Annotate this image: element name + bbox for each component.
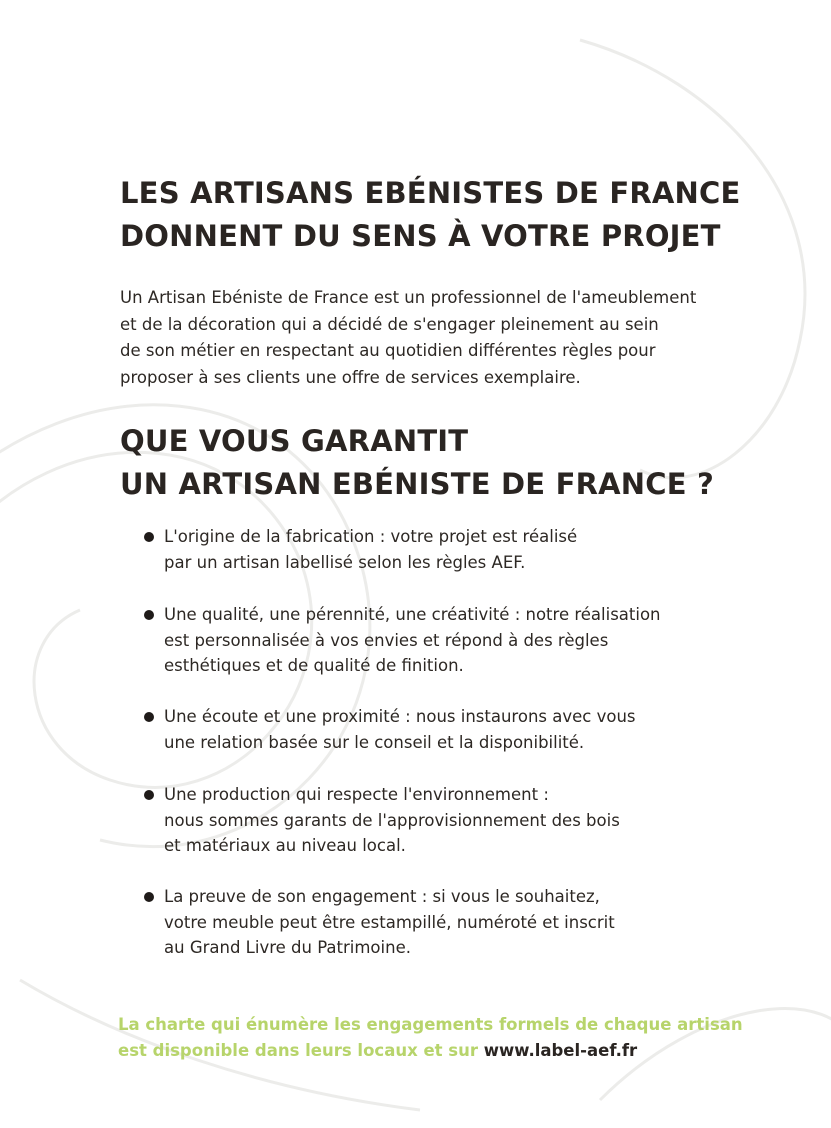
- guarantee-item: [144, 884, 764, 961]
- guarantee-item: [144, 704, 764, 755]
- title-line: LES ARTISANS EBÉNISTES DE FRANCE: [120, 176, 741, 210]
- guarantee-item: [144, 602, 764, 679]
- guarantee-line: Une écoute et une proximité : nous instaurons avec vous: [164, 707, 636, 726]
- guarantee-line: votre meuble peut être estampillé, numéroté et inscrit: [164, 912, 615, 932]
- section-heading-line: UN ARTISAN EBÉNISTE DE FRANCE ?: [120, 467, 715, 501]
- guarantee-line: La preuve de son engagement : si vous le souhaitez,: [164, 887, 600, 906]
- charter-footer: [118, 1012, 778, 1064]
- title-line: DONNENT DU SENS À VOTRE PROJET: [120, 219, 721, 253]
- section-heading-line: QUE VOUS GARANTIT: [120, 424, 469, 458]
- bullet-icon: [144, 790, 154, 800]
- section-heading: [120, 420, 780, 506]
- guarantee-line: Une production qui respecte l'environnement :: [164, 785, 549, 804]
- bullet-icon: [144, 712, 154, 722]
- guarantee-line: une relation basée sur le conseil et la disponibilité.: [164, 732, 585, 752]
- guarantee-line: est personnalisée à vos envies et répond à des règles: [164, 630, 609, 650]
- guarantee-line: nous sommes garants de l'approvisionnement des bois: [164, 810, 620, 830]
- guarantee-item: [144, 782, 764, 859]
- guarantee-line: esthétiques et de qualité de finition.: [164, 656, 464, 675]
- intro-line: Un Artisan Ebéniste de France est un professionnel de l'ameublement: [120, 288, 697, 307]
- footer-line: est disponible dans leurs locaux et sur: [118, 1041, 479, 1060]
- bullet-icon: [144, 610, 154, 620]
- footer-line: La charte qui énumère les engagements formels de chaque artisan: [118, 1015, 743, 1034]
- website-link[interactable]: www.label-aef.fr: [483, 1041, 638, 1060]
- guarantee-line: au Grand Livre du Patrimoine.: [164, 938, 411, 957]
- bullet-icon: [144, 892, 154, 902]
- intro-line: proposer à ses clients une offre de services exemplaire.: [120, 367, 581, 387]
- guarantee-line: L'origine de la fabrication : votre projet est réalisé: [164, 527, 578, 546]
- intro-line: et de la décoration qui a décidé de s'engager pleinement au sein: [120, 314, 659, 334]
- guarantee-line: et matériaux au niveau local.: [164, 836, 406, 855]
- guarantee-line: Une qualité, une pérennité, une créativité : notre réalisation: [164, 605, 661, 624]
- document-body: [120, 172, 760, 957]
- intro-paragraph: [120, 285, 760, 391]
- page-title: [120, 172, 780, 258]
- bullet-icon: [144, 532, 154, 542]
- guarantee-item: [144, 524, 764, 575]
- guarantee-line: par un artisan labellisé selon les règles AEF.: [164, 552, 526, 572]
- intro-line: de son métier en respectant au quotidien différentes règles pour: [120, 341, 656, 360]
